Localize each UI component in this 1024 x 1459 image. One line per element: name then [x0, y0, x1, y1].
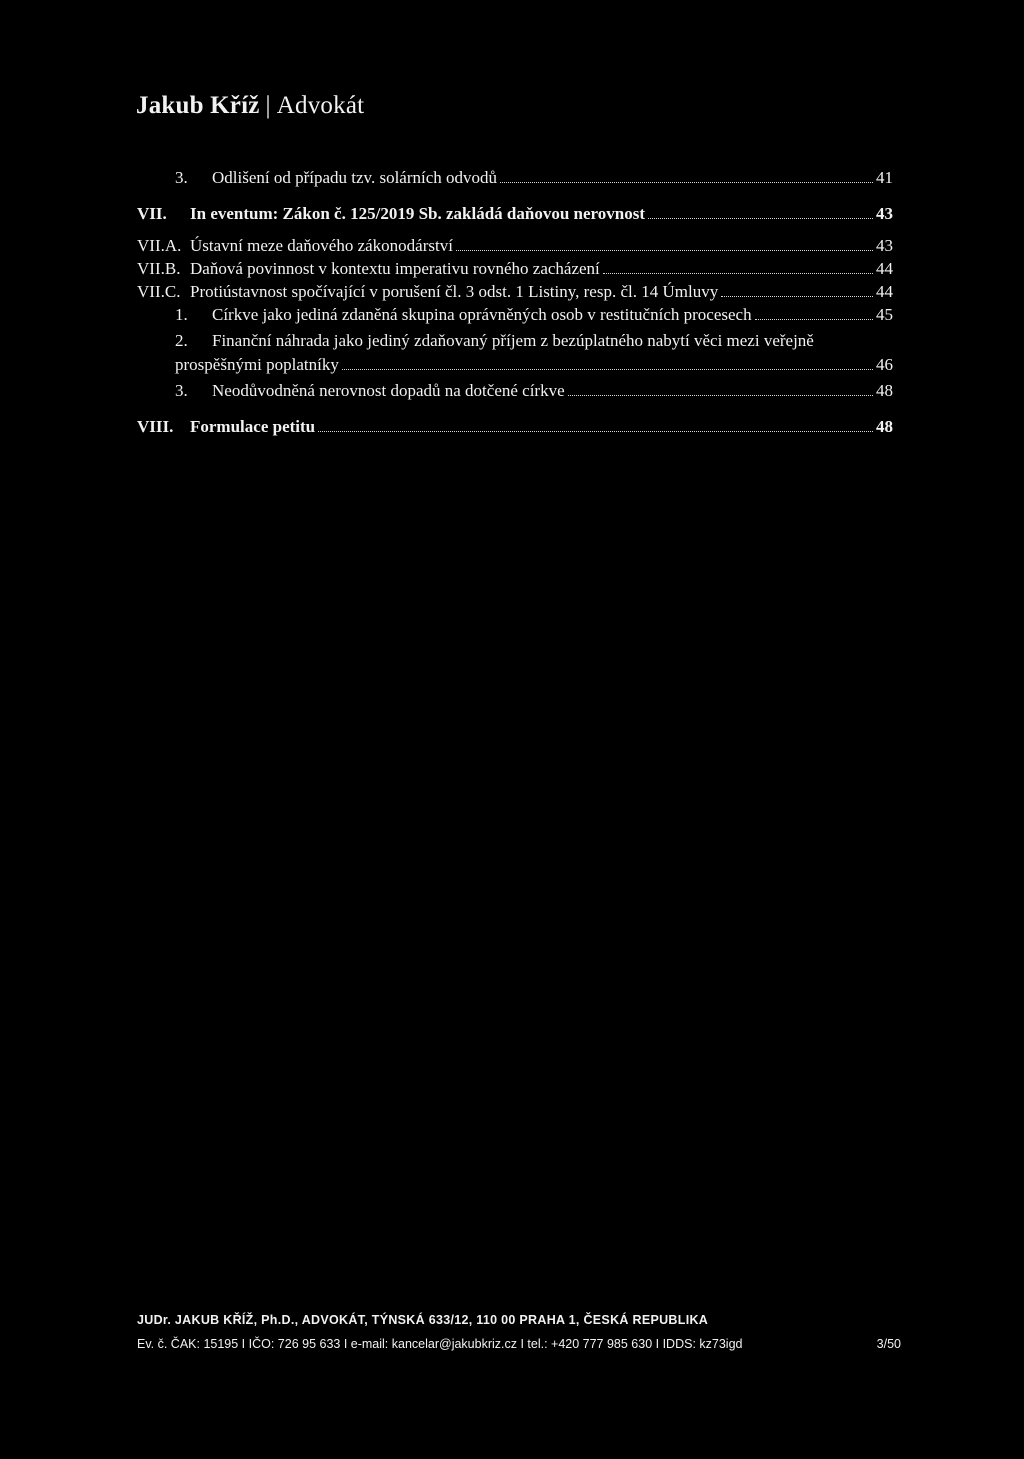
- toc-leader-dots: [318, 417, 873, 432]
- toc-entry-page: 43: [876, 204, 893, 223]
- toc-entry[interactable]: [137, 259, 893, 279]
- letterhead-title: Advokát: [276, 92, 365, 119]
- toc-entry-number: 1.: [175, 305, 188, 324]
- toc-entry-first-line[interactable]: [175, 331, 814, 351]
- toc-entry[interactable]: [137, 236, 893, 256]
- toc-leader-dots: [603, 259, 873, 274]
- toc-leader-dots: [568, 381, 873, 396]
- toc-entry-page: 48: [876, 381, 893, 400]
- toc-entry-number: VII.: [137, 204, 167, 223]
- letterhead-separator: |: [265, 92, 271, 119]
- toc-entry-title: Církve jako jediná zdaněná skupina oprávněných osob v restitučních procesech: [212, 305, 752, 324]
- toc-entry-number: VII.A.: [137, 236, 182, 255]
- toc-entry-page: 48: [876, 417, 893, 436]
- toc-entry-number: VII.B.: [137, 259, 181, 278]
- toc-leader-dots: [500, 168, 873, 183]
- toc-entry-page: 43: [876, 236, 893, 255]
- toc-leader-dots: [342, 355, 873, 370]
- footer-contact-row: [137, 1337, 901, 1351]
- toc-entry-number: VII.C.: [137, 282, 181, 301]
- toc-entry-page: 44: [876, 282, 893, 301]
- toc-entry-title: Protiústavnost spočívající v porušení čl. 3 odst. 1 Listiny, resp. čl. 14 Úmluvy: [190, 282, 719, 301]
- toc-leader-dots: [755, 305, 873, 320]
- toc-entry-page: 44: [876, 259, 893, 278]
- toc-leader-dots: [721, 282, 873, 297]
- toc-entry[interactable]: [137, 282, 893, 302]
- toc-leader-dots: [648, 204, 873, 219]
- page-indicator: 3/50: [876, 1337, 901, 1351]
- toc-entry-title: Finanční náhrada jako jediný zdaňovaný příjem z bezúplatného nabytí věci mezi veřejně: [212, 331, 814, 350]
- toc-entry[interactable]: [175, 305, 893, 325]
- toc-entry-title: Formulace petitu: [190, 417, 316, 436]
- toc-entry-title: Ústavní meze daňového zákonodárství: [190, 236, 453, 255]
- footer-address: JUDr. JAKUB KŘÍŽ, Ph.D., ADVOKÁT, TÝNSKÁ 633/12, 110 00 PRAHA 1, ČESKÁ REPUBLIKA: [137, 1313, 709, 1327]
- toc-entry-number: 3.: [175, 168, 188, 187]
- toc-entry-page: 45: [876, 305, 893, 324]
- toc-entry-title: Neodůvodněná nerovnost dopadů na dotčené církve: [212, 381, 565, 400]
- toc-entry-title: In eventum: Zákon č. 125/2019 Sb. zakládá daňovou nerovnost: [190, 204, 645, 223]
- toc-entry-title: Odlišení od případu tzv. solárních odvodů: [212, 168, 498, 187]
- toc-entry-title: Daňová povinnost v kontextu imperativu rovného zacházení: [190, 259, 600, 278]
- letterhead-name: Jakub Kříž: [136, 92, 260, 119]
- toc-entry[interactable]: [175, 381, 893, 401]
- toc-leader-dots: [456, 236, 873, 251]
- toc-entry[interactable]: [175, 355, 893, 375]
- toc-entry-page: 41: [876, 168, 893, 187]
- toc-entry-number: 3.: [175, 381, 188, 400]
- toc-entry[interactable]: [175, 168, 893, 188]
- toc-entry-number: 2.: [175, 331, 188, 350]
- footer-contact: Ev. č. ČAK: 15195 I IČO: 726 95 633 I e-mail: kancelar@jakubkriz.cz I tel.: +420 777 985 630 I IDDS: kz73igd: [137, 1337, 743, 1351]
- toc-entry-number: VIII.: [137, 417, 174, 436]
- toc-entry[interactable]: [137, 204, 893, 224]
- toc-entry-page: 46: [876, 355, 893, 374]
- toc-entry-title-continued: prospěšnými poplatníky: [175, 355, 339, 374]
- toc-entry[interactable]: [137, 417, 893, 437]
